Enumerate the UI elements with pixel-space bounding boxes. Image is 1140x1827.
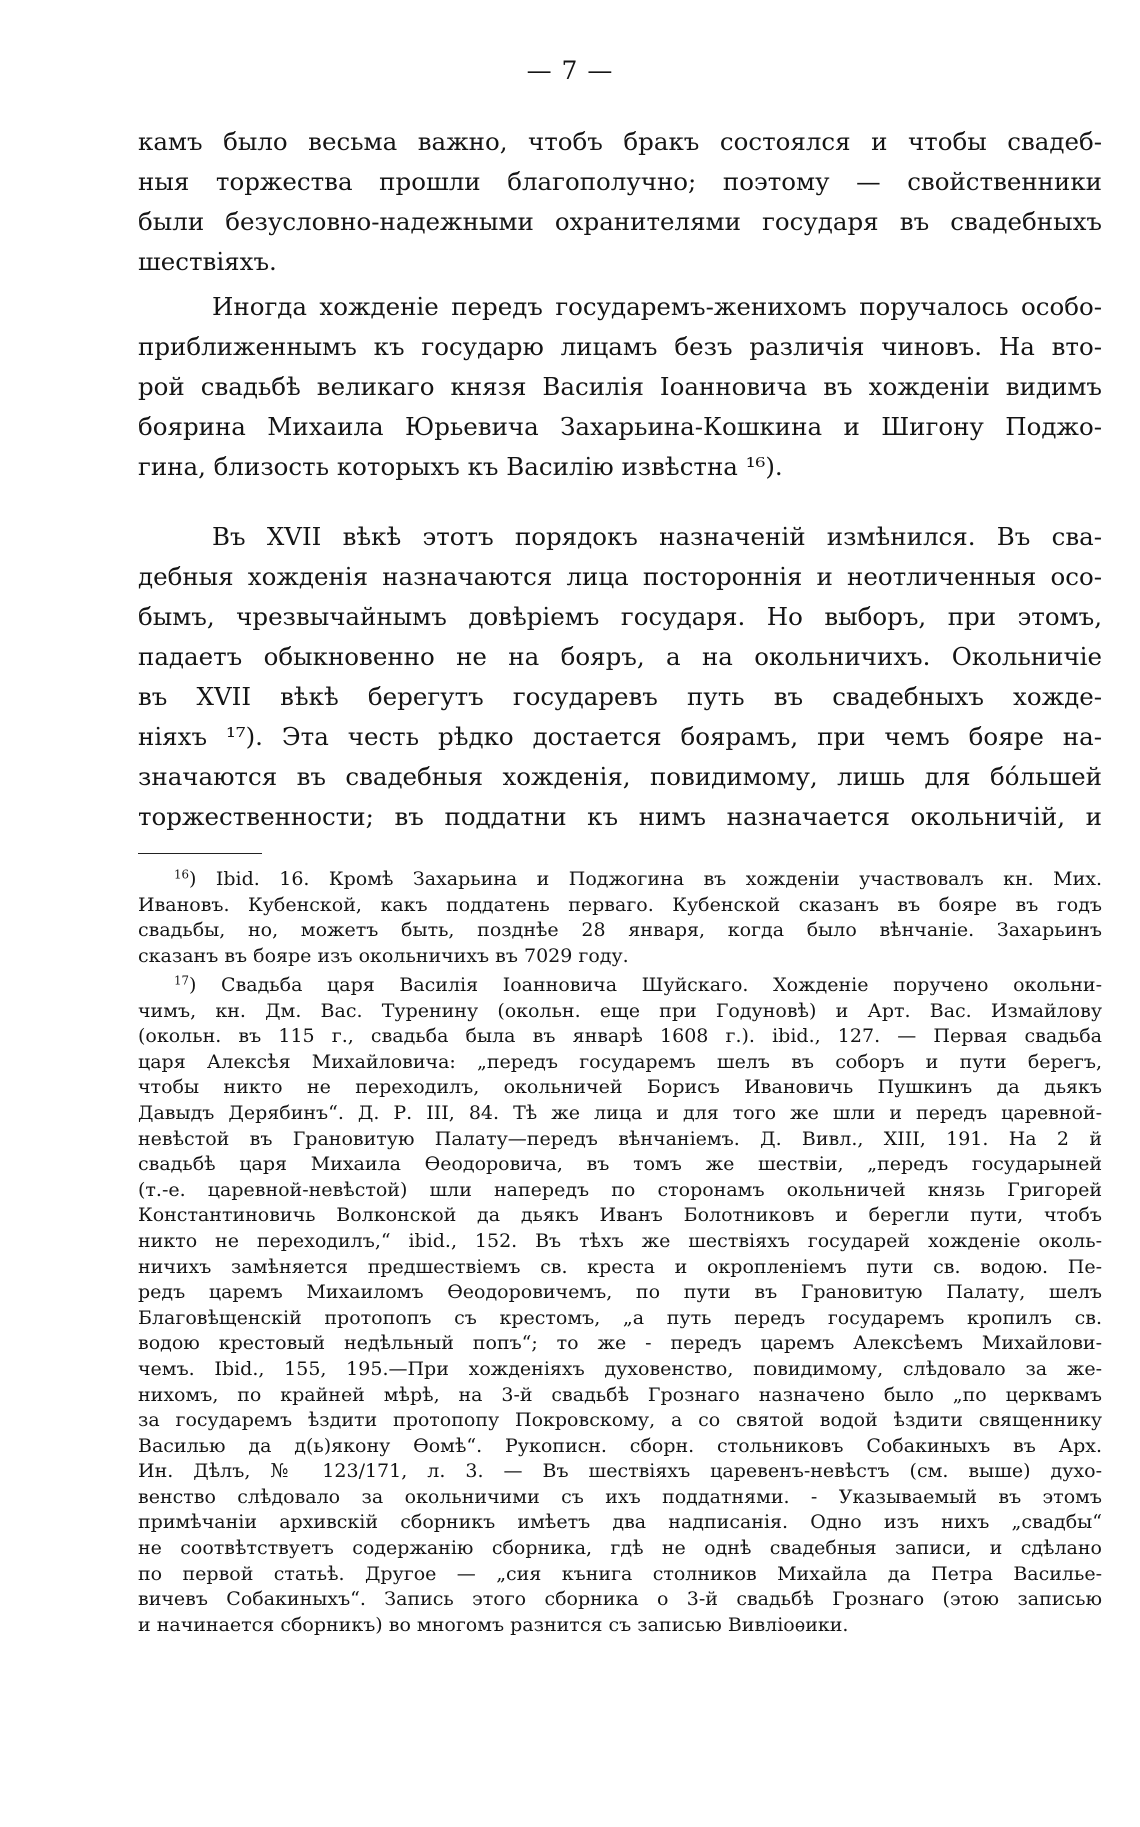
footnote-line: невѣстой въ Грановитую Палату—передъ вѣнчаніемъ. Д. Вивл., XIII, 191. На 2 й — [138, 1127, 1102, 1150]
footnote-line: Ин. Дѣлъ, № 123/171, л. 3. — Въ шествіяхъ царевенъ-невѣстъ (см. выше) духо- — [138, 1460, 1102, 1483]
footnote-line: ничихъ замѣняется предшествіемъ св. креста и окропленіемъ пути св. водою. Пе- — [138, 1255, 1102, 1278]
text-line: ныя торжества прошли благополучно; поэтому — свойственники — [138, 167, 1102, 196]
text-line: гина, близость которыхъ къ Василію извѣстна ¹⁶). — [138, 452, 783, 481]
text-line: значаются въ свадебныя хожденія, повидимому, лишь для бóльшей — [138, 762, 1102, 791]
footnote-line: не соотвѣтствуетъ содержанію сборника, гдѣ не однѣ свадебныя записи, и сдѣлано — [138, 1537, 1102, 1560]
text-line: Иногда хожденіе передъ государемъ-женихомъ поручалось особо- — [212, 292, 1102, 321]
footnote-line: по первой статьѣ. Другое — „сия кънига столников Михайла да Петра Василье- — [138, 1562, 1102, 1585]
text-line: боярина Михаила Юрьевича Захарьина-Кошкина и Шигону Поджо- — [138, 412, 1102, 441]
footnote-line: никто не переходилъ,“ ibid., 152. Въ тѣхъ же шествіяхъ государей хожденіе околь- — [138, 1229, 1102, 1252]
page-number: — 7 — — [526, 56, 614, 85]
footnote-marker: 17 — [174, 973, 189, 988]
footnote-line: и начинается сборникъ) во многомъ разнится съ записью Вивліоѳики. — [138, 1613, 849, 1636]
footnote-line: свадьбѣ царя Михаила Ѳеодоровича, въ томъ же шествіи, „передъ государыней — [138, 1153, 1102, 1176]
text-line: бымъ, чрезвычайнымъ довѣріемъ государя. Но выборъ, при этомъ, — [138, 602, 1102, 631]
text-line: шествіяхъ. — [138, 247, 277, 276]
footnote-line: чемъ. Ibid., 155, 195.—При хожденіяхъ духовенство, повидимому, слѣдовало за же- — [138, 1357, 1102, 1380]
text-line: камъ было весьма важно, чтобъ бракъ состоялся и чтобы свадеб- — [138, 127, 1102, 156]
footnote-line — [138, 867, 1102, 893]
footnote-line: чимъ, кн. Дм. Вас. Туренину (окольн. еще при Годуновѣ) и Арт. Вас. Измайлову — [138, 999, 1102, 1022]
footnote-line: нихомъ, по крайней мѣрѣ, на 3-й свадьбѣ Грознаго назначено было „по церквамъ — [138, 1383, 1102, 1406]
text-line: были безусловно-надежными охранителями государя въ свадебныхъ — [138, 207, 1102, 236]
text-line: дебныя хожденія назначаются лица постороннія и неотличенныя осо- — [138, 562, 1102, 591]
footnote-line: вичевъ Собакиныхъ“. Запись этого сборника о 3-й свадьбѣ Грознаго (этою записью — [138, 1588, 1102, 1611]
body-paragraph — [138, 122, 1102, 282]
footnote-line: венство слѣдовало за окольничими съ ихъ поддатнями. - Указываемый въ этомъ — [138, 1485, 1102, 1508]
footnote-line — [138, 973, 1102, 999]
footnote-line: водою крестовый недѣльный попъ“; то же - передъ царемъ Алексѣемъ Михайлови- — [138, 1332, 1102, 1355]
body-paragraph — [138, 287, 1102, 487]
footnote-line: Василью да д(ь)якону Ѳомѣ“. Рукописн. сборн. стольниковъ Собакиныхъ въ Арх. — [138, 1434, 1102, 1457]
text-line: приближеннымъ къ государю лицамъ безъ различія чиновъ. На вто- — [138, 332, 1102, 361]
footnote-16 — [138, 867, 1102, 969]
footnote-line: Давыдъ Дерябинъ“. Д. Р. III, 84. Тѣ же лица и для того же шли и передъ царевной- — [138, 1101, 1102, 1124]
text-line: Въ XVII вѣкѣ этотъ порядокъ назначеній измѣнился. Въ сва- — [212, 522, 1102, 551]
body-paragraph — [138, 517, 1102, 837]
footnote-line: царя Алексѣя Михайловича: „передъ государемъ шелъ въ соборъ и пути берегъ, — [138, 1050, 1102, 1073]
footnote-line: примѣчаніи архивскій сборникъ имѣетъ два надписанія. Одно изъ нихъ „свадбы“ — [138, 1511, 1102, 1534]
text-line: ніяхъ ¹⁷). Эта честь рѣдко достается боярамъ, при чемъ бояре на- — [138, 722, 1102, 751]
footnote-line: Константиновичь Волконской да дьякъ Иванъ Болотниковъ и берегли пути, чтобъ — [138, 1204, 1102, 1227]
footnote-line: свадьбы, но, можетъ быть, позднѣе 28 января, когда было вѣнчаніе. Захарьинъ — [138, 919, 1102, 942]
text-line: рой свадьбѣ великаго князя Василія Іоанновича въ хожденіи видимъ — [138, 372, 1102, 401]
text-line: въ XVII вѣкѣ берегутъ государевъ путь въ свадебныхъ хожде- — [138, 682, 1102, 711]
footnote-17 — [138, 973, 1102, 1638]
footnote-line: редъ царемъ Михаиломъ Ѳеодоровичемъ, по пути въ Грановитую Палату, шелъ — [138, 1281, 1102, 1304]
text-line: падаетъ обыкновенно не на бояръ, а на окольничихъ. Окольничіе — [138, 642, 1102, 671]
footnote-line: чтобы никто не переходилъ, окольничей Борисъ Ивановичь Пушкинъ да дьякъ — [138, 1076, 1102, 1099]
footnote-line: (т.-е. царевной-невѣстой) шли напередъ по сторонамъ окольничей князь Григорей — [138, 1178, 1102, 1201]
footnote-line: (окольн. въ 115 г., свадьба была въ январѣ 1608 г.). ibid., 127. — Первая свадьба — [138, 1025, 1102, 1048]
footnote-line: сказанъ въ бояре изъ окольничихъ въ 7029 году. — [138, 944, 629, 967]
footnote-text: ) Свадьба царя Василія Іоанновича Шуйскаго. Хожденіе поручено окольни- — [188, 974, 1102, 996]
footnote-line: за государемъ ѣздити протопопу Покровскому, а со святой водой ѣздити священнику — [138, 1409, 1102, 1432]
footnote-line: Ивановъ. Кубенской, какъ поддатень перваго. Кубенской сказанъ въ бояре въ годъ — [138, 893, 1102, 916]
footnote-divider — [138, 853, 262, 854]
footnote-line: Благовѣщенскій протопопъ съ крестомъ, „а путь передъ государемъ кропилъ св. — [138, 1306, 1102, 1329]
footnote-marker: 16 — [174, 867, 189, 882]
footnote-text: ) Ibid. 16. Кромѣ Захарьина и Поджогина въ хожденіи участвовалъ кн. Мих. — [188, 868, 1102, 890]
text-line: торжественности; въ поддатни къ нимъ назначается окольничій, и — [138, 802, 1102, 831]
